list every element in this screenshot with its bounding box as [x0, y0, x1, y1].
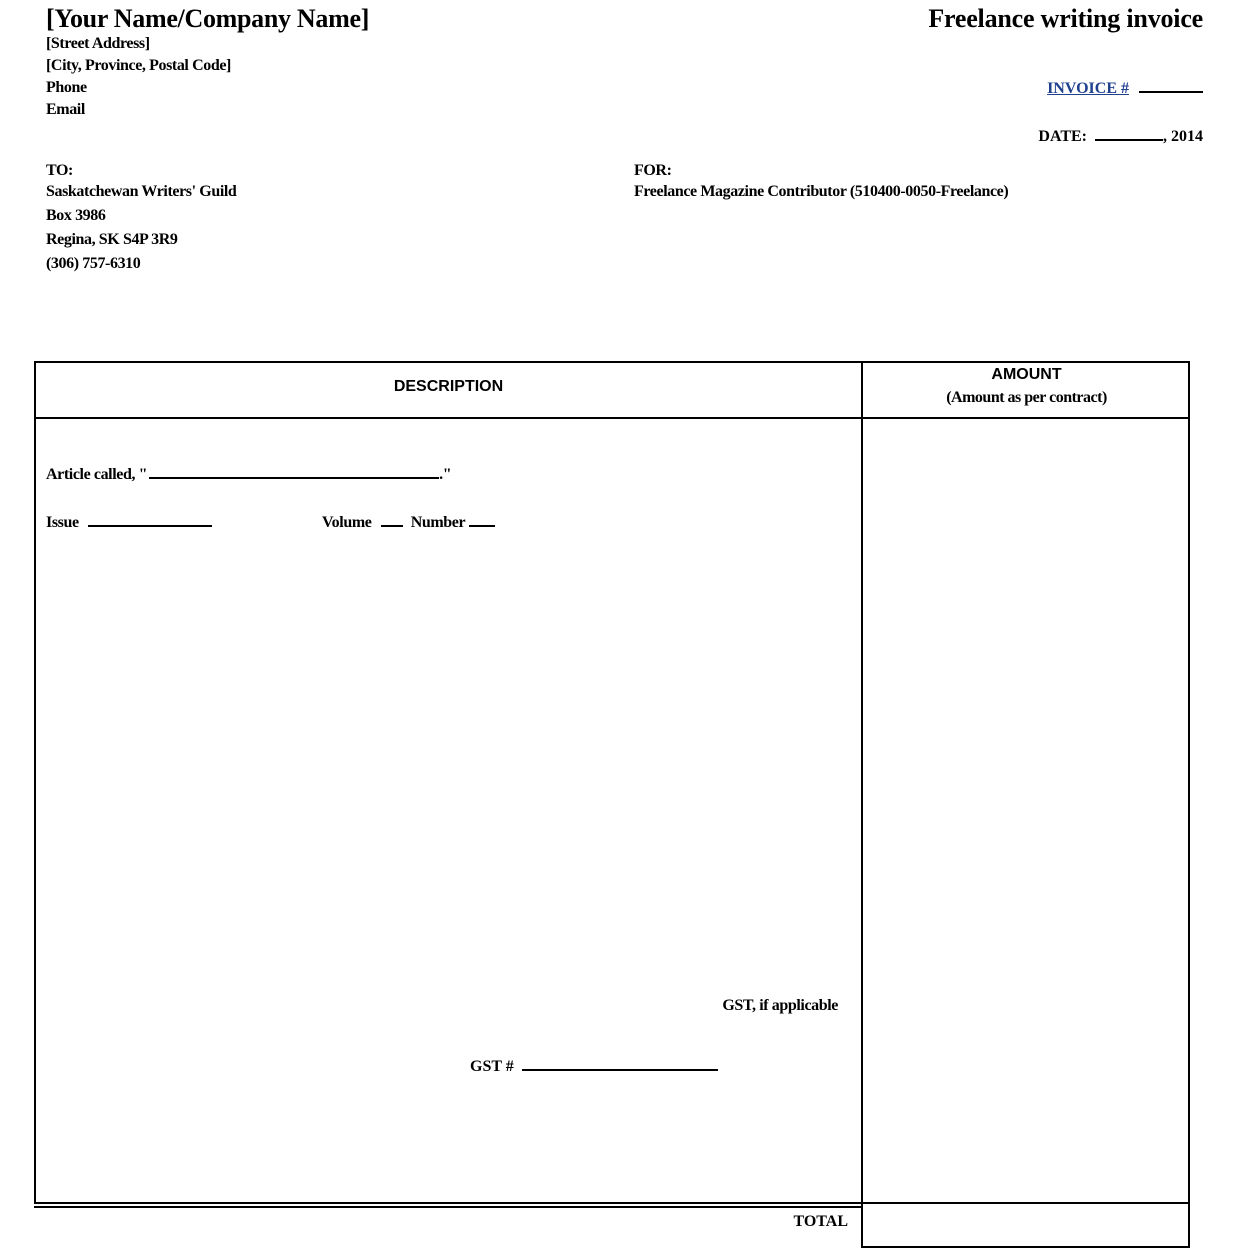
issue-field[interactable]	[88, 513, 212, 527]
gst-number-field[interactable]	[522, 1057, 718, 1071]
sender-phone: Phone	[46, 79, 87, 96]
issue-row	[46, 513, 212, 532]
for-description: Freelance Magazine Contributor (510400-0050-Freelance)	[634, 183, 1009, 200]
volume-label: Volume	[322, 514, 372, 531]
gst-number-row	[470, 1057, 718, 1076]
volume-number-row	[322, 513, 495, 532]
recipient-city: Regina, SK S4P 3R9	[46, 231, 178, 248]
invoice-table	[34, 361, 1190, 1204]
date-row	[1038, 127, 1203, 146]
article-close: ."	[439, 466, 452, 483]
date-field[interactable]	[1095, 127, 1163, 141]
recipient-box: Box 3986	[46, 207, 106, 224]
sender-street-address: [Street Address]	[46, 35, 150, 52]
issue-label: Issue	[46, 514, 79, 531]
number-field[interactable]	[469, 513, 495, 527]
table-header-divider	[34, 417, 1190, 419]
article-label: Article called, "	[46, 466, 148, 483]
description-header: DESCRIPTION	[393, 378, 504, 395]
invoice-number-label: INVOICE #	[1047, 80, 1129, 97]
to-label: TO:	[46, 162, 73, 179]
sender-city-line: [City, Province, Postal Code]	[46, 57, 231, 74]
invoice-number-row	[1047, 79, 1203, 98]
article-title-field[interactable]	[149, 465, 439, 479]
invoice-number-field[interactable]	[1139, 79, 1203, 93]
sender-email: Email	[46, 101, 85, 118]
table-column-divider	[861, 361, 863, 1248]
article-row	[46, 465, 451, 484]
date-label: DATE:	[1038, 128, 1087, 145]
amount-subheader: (Amount as per contract)	[946, 389, 1107, 406]
table-bottom-rule	[34, 1206, 862, 1208]
invoice-title: Freelance writing invoice	[928, 4, 1203, 33]
gst-applicable-label: GST, if applicable	[722, 997, 838, 1014]
total-label: TOTAL	[793, 1213, 848, 1230]
recipient-name: Saskatchewan Writers' Guild	[46, 183, 237, 200]
total-amount-field[interactable]	[861, 1202, 1190, 1248]
gst-number-label: GST #	[470, 1058, 514, 1075]
number-label: Number	[410, 514, 466, 531]
sender-name: [Your Name/Company Name]	[46, 4, 370, 33]
for-label: FOR:	[634, 162, 672, 179]
amount-header: AMOUNT	[991, 366, 1062, 383]
volume-field[interactable]	[381, 513, 403, 527]
date-year: , 2014	[1163, 128, 1203, 145]
recipient-phone: (306) 757-6310	[46, 255, 141, 272]
